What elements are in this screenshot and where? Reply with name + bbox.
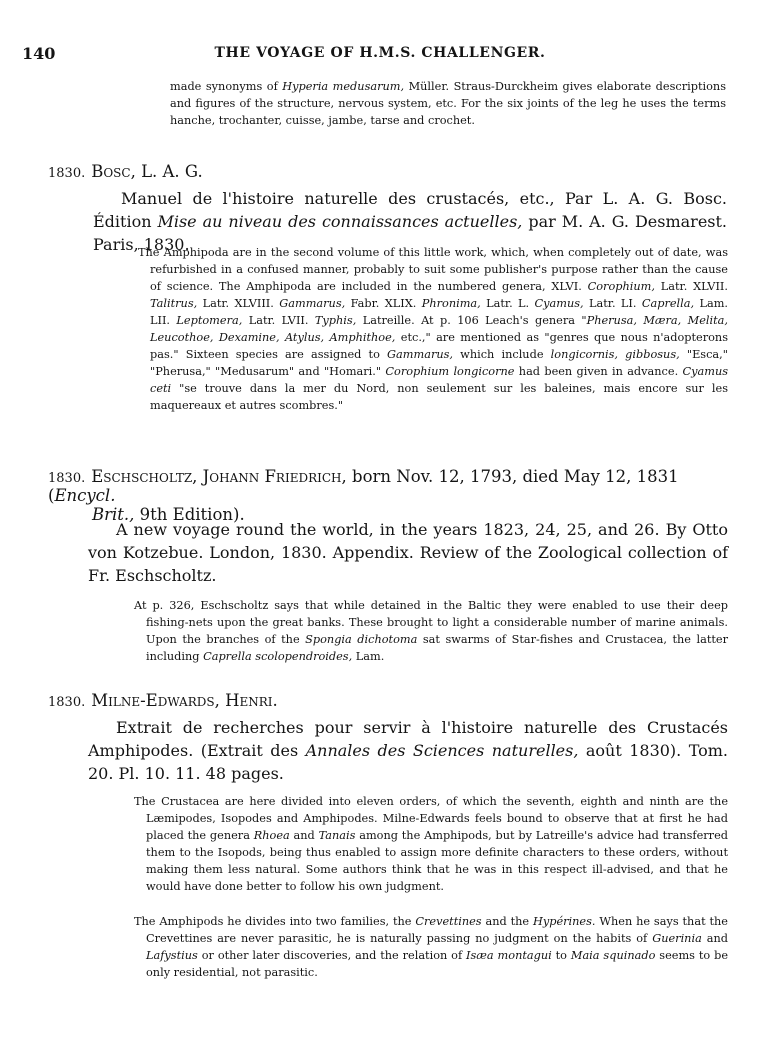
text-run: Latr. LI. [583,297,642,310]
text-run: or other later discoveries, and the relation of [197,949,467,962]
entry-author: Bosc, L. A. G. [91,162,203,181]
italic-run: Corophium longicorne [385,365,515,378]
italic-run: longicornis, gibbosus, [550,348,680,361]
entry-heading-eschscholtz [48,467,728,524]
italic-run: Spongia dichotoma [305,633,418,646]
entry-heading-bosc [48,162,203,181]
italic-run: Tanais [318,829,356,842]
italic-run: Caprella scolopendroides, [203,650,353,663]
italic-run: Guerinia [652,932,702,945]
text-run: to [551,949,571,962]
text-run: sat swarms of Star-fishes and Crustacea, the latter including [146,633,728,663]
italic-run: Gammarus, [279,297,346,310]
italic-run: Corophium, [587,280,655,293]
text-run: The Crustacea are here divided into eleven orders, of which the seventh, eighth and ninth are the Læmipodes, Isopodes and Amphipodes. Milne-Edwards feels bound to observe that at first he had placed the genera [134,795,728,842]
annotation-milne-edwards-1 [134,793,728,895]
text-run: When he says that the Crevettines are never parasitic, he is naturally passing no judgment on the habits of [146,915,728,945]
text-run: seems to be only residential, not parasitic. [146,949,729,979]
citation-milne-edwards [88,716,728,785]
text-run: Müller. Straus-Durckheim gives elaborate descriptions and figures of the structure, nervous system, etc. For the six joints of the leg he uses the terms hanche, trochanter, cuisse, jambe, tarse and crochet. [170,80,726,127]
italic-run: Cyamus ceti [150,365,729,395]
italic-run: Crevettines [415,915,482,928]
text-run: etc.," are mentioned as "genres que nous n'adopterons pas." Sixteen species are assigned to [150,331,729,361]
continuation-paragraph [170,78,726,129]
text-run: "Esca," "Pherusa," "Medusarum" and "Homari." [150,348,728,378]
text-run: Extrait de recherches pour servir à l'histoire naturelle des Crustacés Amphipodes. (Extrait des [88,718,728,760]
italic-run: Cyamus, [534,297,584,310]
entry-author: Milne-Edwards, Henri. [91,691,278,710]
text-run: which include [453,348,551,361]
italic-run: Rhoea [253,829,290,842]
italic-run: Hypérines. [532,915,596,928]
italic-run: Maia squinado [570,949,656,962]
italic-run: Lafystius [146,949,198,962]
text-run: 9th Edition). [134,505,245,524]
text-run: août 1830). Tom. 20. Pl. 10. 11. 48 pages. [88,741,729,783]
entry-year: 1830. [48,695,86,710]
annotation-bosc [138,244,728,414]
italic-run: Encycl. [54,486,116,505]
italic-run: Talitrus, [150,297,198,310]
italic-run: Mise au niveau des connaissances actuelles, [157,212,523,231]
italic-run: Caprella, [641,297,695,310]
entry-author: Eschscholtz, Johann Friedrich, [91,467,347,486]
text-run: Latr. XLVII. [654,280,728,293]
italic-run: Pherusa, Mæra, Melita, Leucothoe, Dexamine, Atylus, Amphithoe, [150,314,729,344]
running-title: THE VOYAGE OF H.M.S. CHALLENGER. [214,45,546,61]
citation-eschscholtz [88,518,728,587]
text-run: The Amphipoda are in the second volume of this little work, which, when completely out of date, was refurbished in a confused manner, probably to suit some publisher's purpose rather than the cause of science. The Amphipoda are included in the numbered genera, XLVI. [138,246,728,293]
italic-run: Gammarus, [387,348,454,361]
text-run: born Nov. 12, 1793, died May 12, 1831 ( [48,467,679,505]
text-run: Manuel de l'histoire naturelle des crustacés, etc., Par L. A. G. Bosc. Édition [93,189,727,231]
text-run: Lam. [352,650,385,663]
italic-run: Annales des Sciences naturelles, [305,741,579,760]
text-run: and the [481,915,533,928]
text-run: par M. A. G. Desmarest. Paris, 1830. [93,212,728,254]
text-run: At p. 326, Eschscholtz says that while detained in the Baltic they were enabled to use their deep fishing-nets upon the great banks. These brought to light a considerable number of marine animals. Upon the branches of the [134,599,728,646]
italic-run: Brit., [92,505,135,524]
text-run: had been given in advance. [514,365,683,378]
italic-run: Hyperia medusarum, [282,80,405,93]
text-run: Lam. LII. [150,297,729,327]
text-run: "se trouve dans la mer du Nord, non seulement sur les baleines, mais encore sur les maquereaux et autres scombres." [150,382,728,412]
text-run: Latr. L. [480,297,535,310]
text-run: among the Amphipods, but by Latreille's advice had transferred them to the Isopods, being thus enabled to assign more definite characters to these orders, without making them less natural. Some authors think that he was in this respect ill-advised, and that he would have done better to follow his own judgment. [146,829,728,893]
entry-year: 1830. [48,166,86,181]
italic-run: Typhis, [314,314,357,327]
text-run: The Amphipods he divides into two families, the [134,915,416,928]
text-run: made synonyms of [170,80,283,93]
text-run: and [289,829,319,842]
entry-year: 1830. [48,471,86,486]
text-run: Latreille. At p. 106 Leach's genera " [356,314,587,327]
text-run: and [701,932,728,945]
italic-run: Phronima, [421,297,481,310]
entry-heading-milne-edwards [48,691,278,710]
running-header [22,44,738,66]
text-run: Latr. XLVIII. [197,297,280,310]
italic-run: Leptomera, [176,314,243,327]
text-run: Fabr. XLIX. [345,297,422,310]
italic-run: Isæa montagui [466,949,552,962]
citation-text: A new voyage round the world, in the years 1823, 24, 25, and 26. By Otto von Kotzebue. London, 1830. Appendix. Review of the Zoological collection of Fr. Eschscholtz. [88,520,728,585]
text-run: Latr. LVII. [242,314,315,327]
annotation-eschscholtz [134,597,728,665]
annotation-milne-edwards-2 [134,913,728,981]
page-number: 140 [22,44,56,63]
